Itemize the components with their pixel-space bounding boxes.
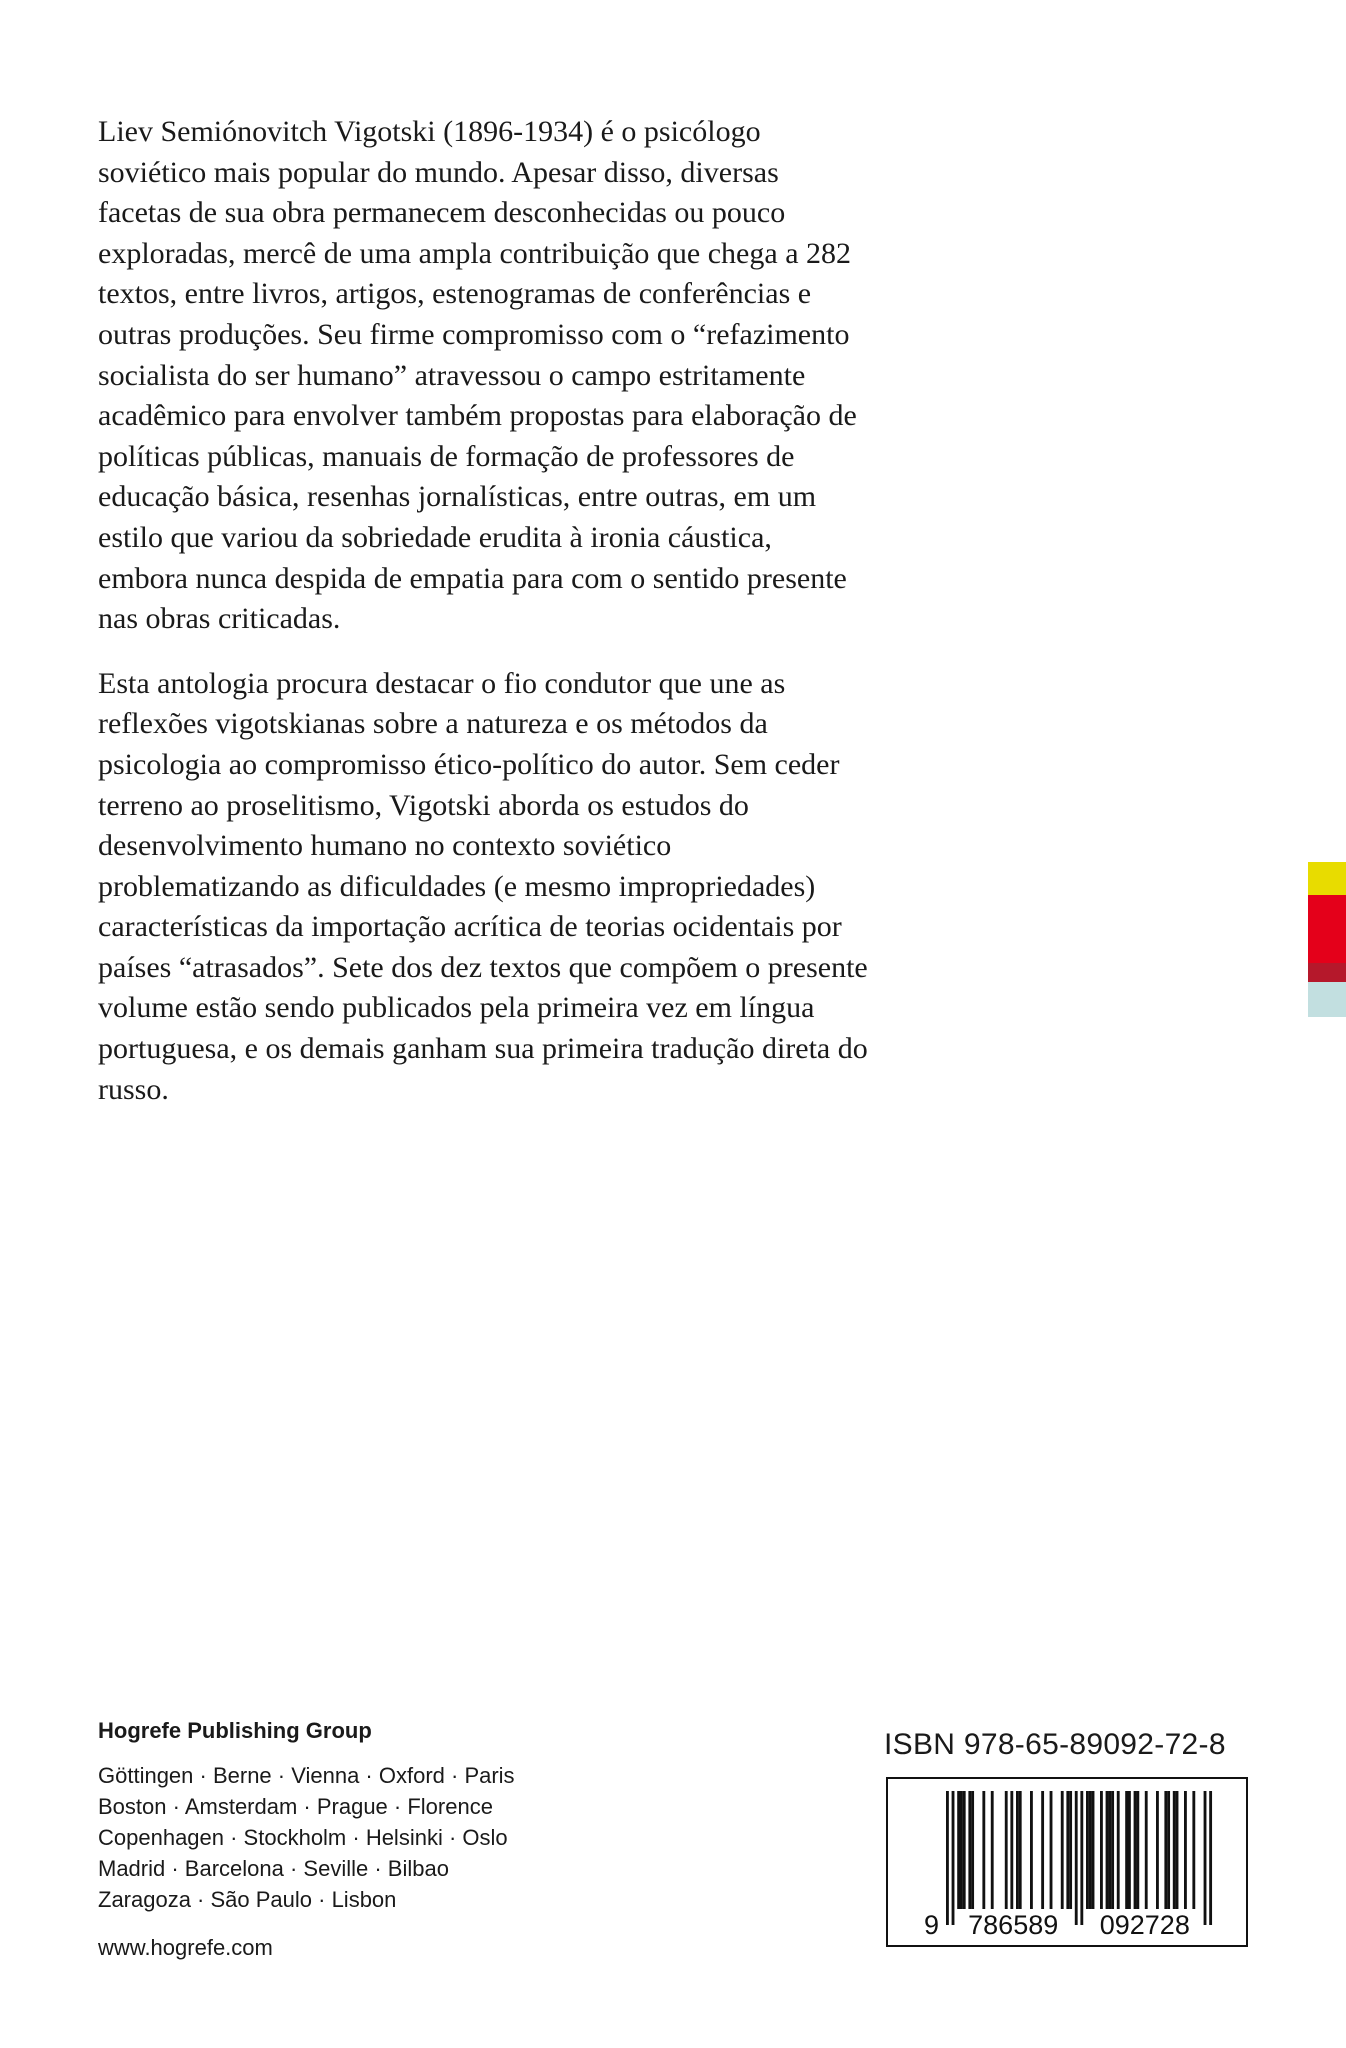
barcode-bar: [1125, 1791, 1128, 1909]
barcode-bar: [957, 1791, 960, 1909]
barcode-bar: [1086, 1791, 1089, 1909]
isbn-label: ISBN 978-65-89092-72-8: [884, 1728, 1226, 1761]
barcode-bar: [1192, 1791, 1195, 1909]
barcode-bar: [1111, 1791, 1114, 1909]
publisher-name: Hogrefe Publishing Group: [98, 1718, 372, 1743]
barcode-bar: [1164, 1791, 1167, 1909]
barcode-bar: [971, 1791, 974, 1909]
city-line: Göttingen · Berne · Vienna · Oxford · Paris: [98, 1763, 515, 1788]
barcode-bar: [1167, 1791, 1170, 1909]
synopsis-paragraph-2: Esta antologia procura destacar o fio condutor que une as reflexões vigotskianas sobre a natureza e os métodos da psicologia ao compromisso ético-político do autor. Sem ceder terreno ao proselitismo, Vigotski aborda os estudos do desenvolvimento humano no contexto soviético problematizando as dificuldades (e mesmo impropriedades) características da importação acrítica de teorias ocidentais por países “atrasados”. Sete dos dez textos que compõem o presente volume estão sendo publicados pela primeira vez em língua portuguesa, e os demais ganham sua primeira tradução direta do russo.: [98, 666, 868, 1106]
barcode-bar: [1092, 1791, 1095, 1909]
barcode-bar: [1176, 1791, 1179, 1909]
city-line: Boston · Amsterdam · Prague · Florence: [98, 1794, 493, 1819]
city-line: Copenhagen · Stockholm · Helsinki · Oslo: [98, 1825, 508, 1850]
publisher-cities: [98, 1760, 515, 1915]
barcode-bar: [1061, 1791, 1064, 1909]
barcode-bar: [1050, 1791, 1053, 1909]
back-cover-synopsis: [98, 112, 868, 1110]
barcode-bar: [1117, 1791, 1120, 1909]
barcode-bar: [1145, 1791, 1148, 1909]
barcode-bar: [1173, 1791, 1176, 1909]
barcode-bar: [1089, 1791, 1092, 1909]
city-line: Zaragoza · São Paulo · Lisbon: [98, 1887, 397, 1912]
barcode-bar: [1156, 1791, 1159, 1909]
barcode-bar: [960, 1791, 963, 1909]
barcode-bar: [1204, 1791, 1207, 1925]
barcode-bar: [1016, 1791, 1019, 1909]
color-bar-yellow: [1308, 862, 1346, 895]
color-bar-red: [1308, 895, 1346, 963]
barcode-graphic: [888, 1779, 1246, 1945]
barcode-bar: [982, 1791, 985, 1909]
synopsis-paragraph-1: Liev Semiónovitch Vigotski (1896-1934) é o psicólogo soviético mais popular do mundo. Apesar disso, diversas facetas de sua obra permanecem desconhecidas ou pouco exploradas, mercê de uma ampla contribuição que chega a 282 textos, entre livros, artigos, estenogramas de conferências e outras produções. Seu firme compromisso com o “refazimento socialista do ser humano” atravessou o campo estritamente acadêmico para envolver também propostas para elaboração de políticas públicas, manuais de formação de professores de educação básica, resenhas jornalísticas, entre outras, em um estilo que variou da sobriedade erudita à ironia cáustica, embora nunca despida de empatia para com o sentido presente nas obras criticadas.: [98, 115, 857, 636]
publisher-website: www.hogrefe.com: [98, 1935, 273, 1960]
barcode-bar: [1184, 1791, 1187, 1909]
barcode-bar: [1066, 1791, 1069, 1909]
barcode-bar: [946, 1791, 949, 1925]
barcode-bar: [1041, 1791, 1044, 1909]
barcode-bar: [1108, 1791, 1111, 1909]
barcode-bar: [1080, 1791, 1083, 1925]
barcode-bar: [963, 1791, 966, 1909]
barcode-bar: [1030, 1791, 1033, 1909]
barcode-bar: [1069, 1791, 1072, 1909]
barcode-bar: [1134, 1791, 1137, 1909]
publisher-block: [98, 1716, 515, 1963]
barcode-bar: [952, 1791, 955, 1925]
city-line: Madrid · Barcelona · Seville · Bilbao: [98, 1856, 449, 1881]
barcode-bar: [1209, 1791, 1212, 1925]
barcode-digit-first: 9: [924, 1910, 940, 1940]
barcode-bar: [1019, 1791, 1022, 1909]
barcode-bar: [1136, 1791, 1139, 1909]
barcode-digits-left: 786589: [968, 1910, 1059, 1940]
barcode-bar: [991, 1791, 994, 1909]
barcode-digits-right: 092728: [1099, 1910, 1190, 1940]
color-bar-light-blue: [1308, 982, 1346, 1017]
color-bar-dark-red: [1308, 963, 1346, 982]
barcode-bar: [968, 1791, 971, 1909]
barcode: [886, 1777, 1248, 1947]
barcode-bar: [1005, 1791, 1008, 1909]
barcode-bar: [1100, 1791, 1103, 1909]
barcode-bar: [1106, 1791, 1109, 1909]
barcode-bar: [1010, 1791, 1013, 1909]
barcode-bar: [1075, 1791, 1078, 1925]
barcode-bar: [1128, 1791, 1131, 1909]
